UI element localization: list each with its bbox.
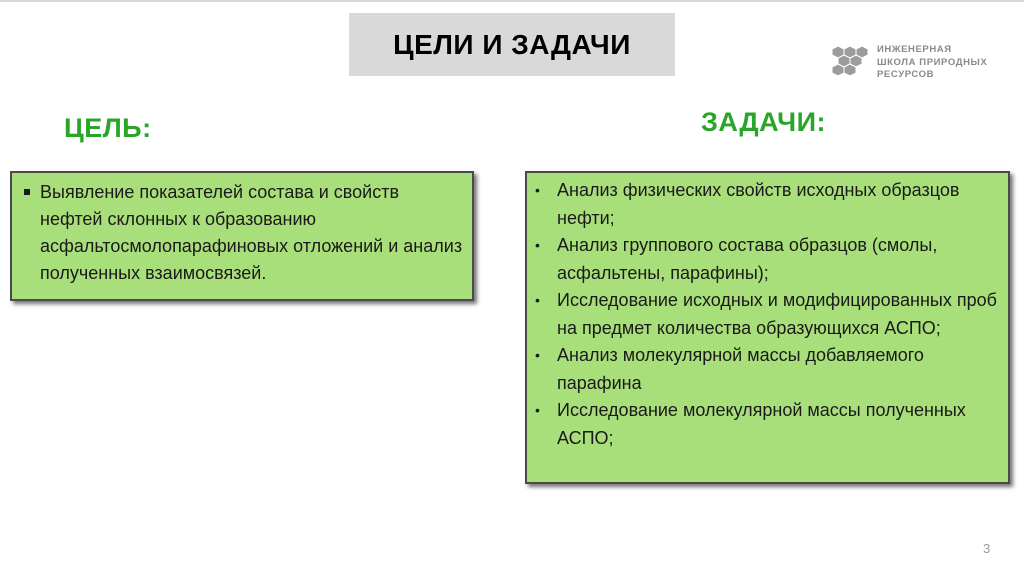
list-item	[535, 397, 1002, 452]
task-text: Анализ группового состава образцов (смолы, асфальтены, парафины);	[557, 235, 938, 283]
tasks-box	[525, 171, 1010, 484]
bullet-icon: •	[535, 237, 540, 253]
logo-text: ИНЖЕНЕРНАЯ ШКОЛА ПРИРОДНЫХ РЕСУРСОВ	[877, 44, 988, 80]
task-list	[535, 177, 1002, 452]
list-item	[535, 232, 1002, 287]
list-item	[535, 177, 1002, 232]
bullet-icon: •	[535, 347, 540, 363]
tasks-heading: ЗАДАЧИ:	[701, 107, 826, 137]
list-item	[535, 287, 1002, 342]
list-item	[535, 342, 1002, 397]
task-text: Исследование исходных и модифицированных проб на предмет количества образующихся АСПО;	[557, 290, 997, 338]
goal-item	[24, 179, 464, 287]
bullet-icon: •	[535, 182, 540, 198]
bullet-icon: •	[535, 292, 540, 308]
hexagon-cubes-icon	[832, 44, 868, 80]
title-box	[349, 13, 675, 76]
task-text: Анализ молекулярной массы добавляемого парафина	[557, 345, 924, 393]
task-text: Исследование молекулярной массы полученных АСПО;	[557, 400, 966, 448]
goal-box	[10, 171, 474, 301]
task-text: Анализ физических свойств исходных образцов нефти;	[557, 180, 960, 228]
page-title: ЦЕЛИ И ЗАДАЧИ	[393, 28, 631, 60]
school-logo	[832, 44, 1012, 84]
page-number: 3	[983, 541, 991, 556]
goal-text: Выявление показателей состава и свойств нефтей склонных к образованию асфальтосмолопарафиновых отложений и анализ полученных взаимосвязей.	[40, 182, 463, 283]
top-divider	[0, 0, 1024, 2]
bullet-icon: •	[535, 402, 540, 418]
goal-heading: ЦЕЛЬ:	[64, 113, 152, 143]
square-bullet-icon	[24, 189, 30, 195]
